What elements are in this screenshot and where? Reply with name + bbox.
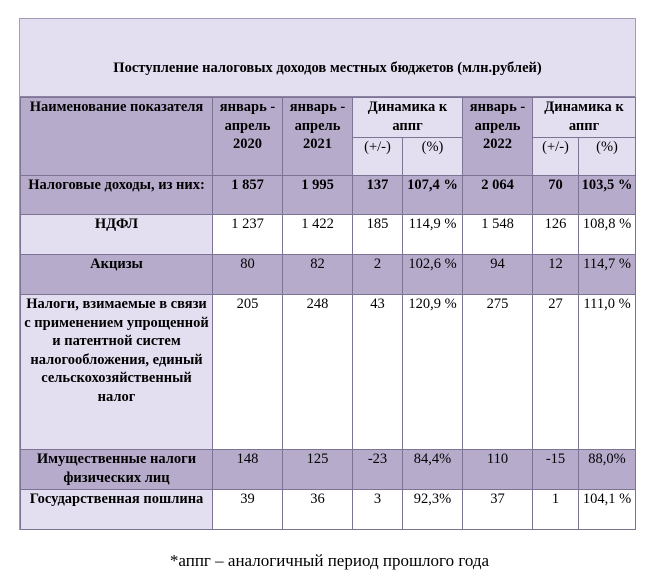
cell-2022: 2 064 [463,176,533,215]
cell-2020: 80 [213,255,283,295]
cell-2020: 39 [213,490,283,530]
cell-2021: 248 [283,295,353,450]
cell-2021: 1 422 [283,215,353,255]
cell-2020: 148 [213,450,283,490]
cell-delta-1: 43 [353,295,403,450]
tax-revenue-table [20,97,636,530]
cell-2021: 125 [283,450,353,490]
cell-delta-2: 126 [533,215,579,255]
header-dynamics-1: Динамика к аппг [353,98,463,138]
table-row [21,255,636,295]
cell-percent-1: 102,6 % [403,255,463,295]
row-name: Акцизы [21,255,213,295]
cell-2022: 275 [463,295,533,450]
table-row [21,215,636,255]
table-row [21,450,636,490]
cell-delta-1: 185 [353,215,403,255]
cell-percent-2: 111,0 % [579,295,636,450]
footnote: *аппг – аналогичный период прошлого года [169,551,490,570]
cell-percent-2: 88,0% [579,450,636,490]
cell-2022: 1 548 [463,215,533,255]
cell-percent-1: 92,3% [403,490,463,530]
cell-2020: 1 237 [213,215,283,255]
header-name: Наименование показателя [21,98,213,176]
cell-delta-2: 1 [533,490,579,530]
row-name: НДФЛ [21,215,213,255]
cell-2022: 110 [463,450,533,490]
cell-2020: 205 [213,295,283,450]
cell-2021: 36 [283,490,353,530]
cell-percent-1: 114,9 % [403,215,463,255]
row-name: Налоговые доходы, из них: [21,176,213,215]
row-name: Налоги, взимаемые в связи с применением упрощенной и патентной систем налогообложения, единый сельскохозяйственный налог [21,295,213,450]
table-row [21,295,636,450]
row-name: Государственная пошлина [21,490,213,530]
header-2021: январь - апрель 2021 [283,98,353,176]
cell-percent-2: 103,5 % [579,176,636,215]
cell-percent-1: 107,4 % [403,176,463,215]
cell-delta-2: 70 [533,176,579,215]
cell-delta-1: 137 [353,176,403,215]
cell-delta-1: 3 [353,490,403,530]
cell-2022: 37 [463,490,533,530]
header-2022: январь - апрель 2022 [463,98,533,176]
row-name: Имущественные налоги физических лиц [21,450,213,490]
cell-delta-2: 12 [533,255,579,295]
cell-percent-1: 120,9 % [403,295,463,450]
cell-percent-2: 104,1 % [579,490,636,530]
cell-delta-1: 2 [353,255,403,295]
cell-percent-2: 108,8 % [579,215,636,255]
header-plusminus-1: (+/-) [353,138,403,176]
header-dynamics-2: Динамика к аппг [533,98,636,138]
header-plusminus-2: (+/-) [533,138,579,176]
cell-2021: 1 995 [283,176,353,215]
cell-2021: 82 [283,255,353,295]
cell-delta-2: 27 [533,295,579,450]
header-percent-2: (%) [579,138,636,176]
cell-percent-2: 114,7 % [579,255,636,295]
cell-delta-1: -23 [353,450,403,490]
table-title: Поступление налоговых доходов местных бюджетов (млн.рублей) [20,19,635,97]
cell-percent-1: 84,4% [403,450,463,490]
cell-delta-2: -15 [533,450,579,490]
table-row [21,176,636,215]
table-frame [19,18,636,530]
table-row [21,490,636,530]
header-2020: январь - апрель 2020 [213,98,283,176]
cell-2020: 1 857 [213,176,283,215]
header-percent-1: (%) [403,138,463,176]
cell-2022: 94 [463,255,533,295]
